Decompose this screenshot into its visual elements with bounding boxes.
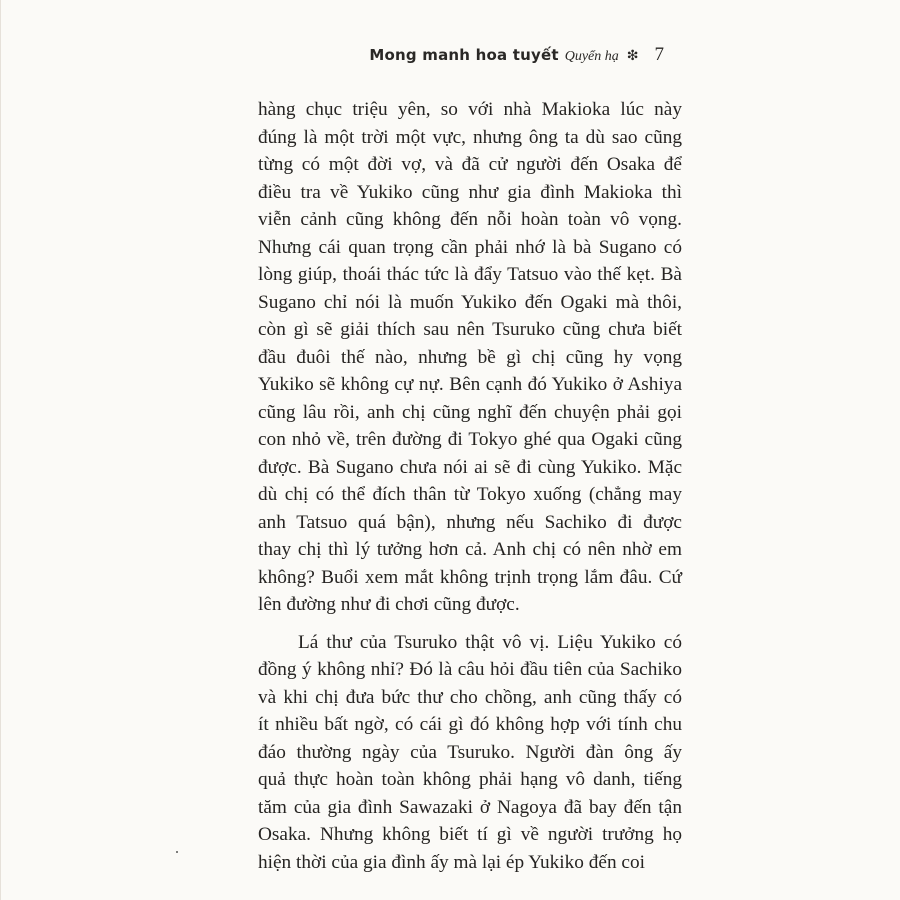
- text-line: hàng chục triệu yên, so với nhà Makioka lúc này: [258, 99, 682, 120]
- book-title: Mong manh hoa tuyết: [369, 46, 559, 64]
- text-line: quả thực hoàn toàn không phải hạng vô danh, tiếng: [258, 769, 682, 790]
- text-line: lên đường như đi chơi cũng được.: [258, 594, 520, 615]
- text-line: điều tra về Yukiko cũng như gia đình Makioka thì: [258, 181, 682, 203]
- paragraph: [258, 629, 682, 877]
- snowflake-icon: ❇: [626, 48, 639, 64]
- text-line: hiện thời của gia đình ấy mà lại ép Yukiko đến coi: [258, 851, 645, 873]
- text-line: Osaka. Nhưng không biết tí gì về người trưởng họ: [258, 824, 682, 845]
- paragraph: [258, 96, 682, 619]
- page-number: 7: [654, 44, 664, 65]
- text-line: lòng giúp, thoái thác tức là đẩy Tatsuo vào thế kẹt. Bà: [258, 264, 682, 285]
- text-line: từng có một đời vợ, và đã cử người đến Osaka để: [258, 154, 682, 175]
- text-line: và khi chị đưa bức thư cho chồng, anh cũng thấy có: [258, 686, 682, 708]
- text-line: Yukiko sẽ không cự nự. Bên cạnh đó Yukiko ở Ashiya: [258, 374, 682, 395]
- text-line: thay chị thì lý tưởng hơn cả. Anh chị có nên nhờ em: [258, 539, 682, 560]
- text-line: cũng lâu rồi, anh chị cũng nghĩ đến chuyện phải gọi: [258, 401, 682, 423]
- text-line: không? Buổi xem mắt không trịnh trọng lắm đâu. Cứ: [258, 566, 682, 588]
- text-line: con nhỏ về, trên đường đi Tokyo ghé qua Ogaki cũng: [258, 429, 682, 450]
- body-text: [258, 96, 682, 876]
- text-line: còn gì sẽ giải thích sau nên Tsuruko cũng chưa biết: [258, 319, 682, 340]
- text-line: Sugano chỉ nói là muốn Yukiko đến Ogaki mà thôi,: [258, 291, 682, 313]
- text-line: tăm của gia đình Sawazaki ở Nagoya đã bay đến tận: [258, 796, 682, 818]
- paragraph-gap: [258, 619, 682, 629]
- text-line: đúng là một trời một vực, nhưng ông ta dù sao cũng: [258, 126, 682, 148]
- text-line: dù chị có thể đích thân từ Tokyo xuống (chẳng may: [258, 484, 682, 505]
- text-line: Lá thư của Tsuruko thật vô vị. Liệu Yukiko có: [298, 631, 682, 653]
- text-line: viễn cảnh cũng không đến nỗi hoàn toàn vô vọng.: [258, 209, 682, 230]
- running-header: [369, 44, 664, 66]
- text-line: được. Bà Sugano chưa nói ai sẽ đi cùng Yukiko. Mặc: [258, 456, 682, 478]
- text-line: Nhưng cái quan trọng cần phải nhớ là bà Sugano có: [258, 236, 682, 258]
- text-line: ít nhiều bất ngờ, có cái gì đó không hợp với tính chu: [258, 714, 682, 735]
- text-line: anh Tatsuo quá bận), nhưng nếu Sachiko đi được: [258, 511, 682, 533]
- page-edge: [0, 0, 1, 900]
- print-speck: [176, 851, 178, 853]
- text-line: đáo thường ngày của Tsuruko. Người đàn ông ấy: [258, 741, 682, 763]
- volume-label: Quyển hạ: [564, 49, 619, 64]
- text-line: đầu đuôi thế nào, nhưng bề gì chị cũng hy vọng: [258, 346, 682, 368]
- text-line: đồng ý không nhỉ? Đó là câu hỏi đầu tiên của Sachiko: [258, 659, 682, 680]
